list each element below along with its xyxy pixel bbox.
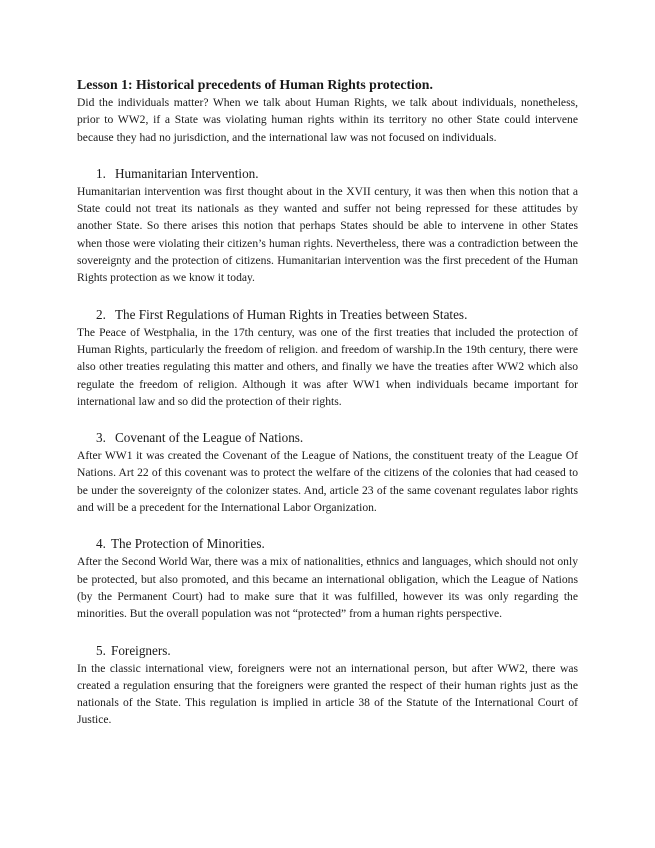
section-heading-humanitarian-intervention (77, 165, 578, 183)
spacer (77, 146, 578, 165)
document-page (77, 76, 578, 729)
section-heading-first-regulations (77, 306, 578, 324)
section-body-foreigners: In the classic international view, foreigners were not an international person, but after WW2, there was created a regulation ensuring that the foreigners were granted the respect of their human rights just as the nationals of the State. This regulation is implied in article 38 of the Statute of the International Court of Justice. (77, 661, 578, 727)
spacer (77, 516, 578, 535)
section-body-humanitarian-intervention: Humanitarian intervention was first thought about in the XVII century, it was then when this notion that a State could not treat its nationals as they wanted and suffer not being repressed for these attitudes by another State. So there arises this notion that perhaps States should be able to intervene in other States when those were violating their citizen’s human rights. Nevertheless, there was a contradiction between the sovereignty and the protection of citizens. Humanitarian intervention was the first precedent of the Human Rights protection as we know it today. (77, 184, 578, 285)
section-number: 4. (96, 536, 106, 552)
spacer (77, 623, 578, 642)
section-heading-text: The Protection of Minorities. (111, 536, 265, 552)
section-heading-league-of-nations (77, 429, 578, 447)
spacer (77, 410, 578, 429)
section-body-first-regulations: The Peace of Westphalia, in the 17th century, was one of the first treaties that included the protection of Human Rights, particularly the freedom of religion. and freedom of warship.In the 19th century, there were also other treaties regulating this matter and others, and finally we have the treaties after WW2 which also regulate the freedom of religion. Although it was after WW1 when individuals became important for international law and so did the protection of their rights. (77, 325, 578, 408)
section-heading-text: Foreigners. (111, 642, 171, 658)
section-heading-foreigners (77, 642, 578, 660)
section-body-league-of-nations: After WW1 it was created the Covenant of the League of Nations, the constituent treaty of the League Of Nations. Art 22 of this covenant was to protect the welfare of the citizens of the colonies that had ceased to be under the sovereignty of the colonizer states. And, article 23 of the same covenant regulates labor rights and will be a precedent for the International Labor Organization. (77, 449, 578, 515)
section-number: 5. (96, 642, 106, 658)
intro-paragraph: Did the individuals matter? When we talk about Human Rights, we talk about individuals, nonetheless, prior to WW2, if a State was violating human rights within its territory no other State could intervene because they had no jurisdiction, and the international law was not focused on individuals. (77, 96, 578, 144)
section-heading-protection-of-minorities (77, 535, 578, 553)
document-title: Lesson 1: Historical precedents of Human Rights protection. (77, 77, 433, 92)
section-heading-text: The First Regulations of Human Rights in Treaties between States. (115, 306, 468, 322)
section-number: 2. (96, 306, 106, 322)
spacer (77, 287, 578, 306)
section-heading-text: Covenant of the League of Nations. (115, 430, 304, 446)
section-number: 1. (96, 165, 106, 181)
section-body-protection-of-minorities: After the Second World War, there was a mix of nationalities, ethnics and languages, which should not only be protected, but also promoted, and this became an international obligation, which the League of Nations (by the Permanent Court) had to make sure that it was fulfilled, however its was only regarding the minorities. But the overall population was not “protected” from a human rights perspective. (77, 555, 578, 621)
section-number: 3. (96, 430, 106, 446)
section-heading-text: Humanitarian Intervention. (115, 165, 259, 181)
